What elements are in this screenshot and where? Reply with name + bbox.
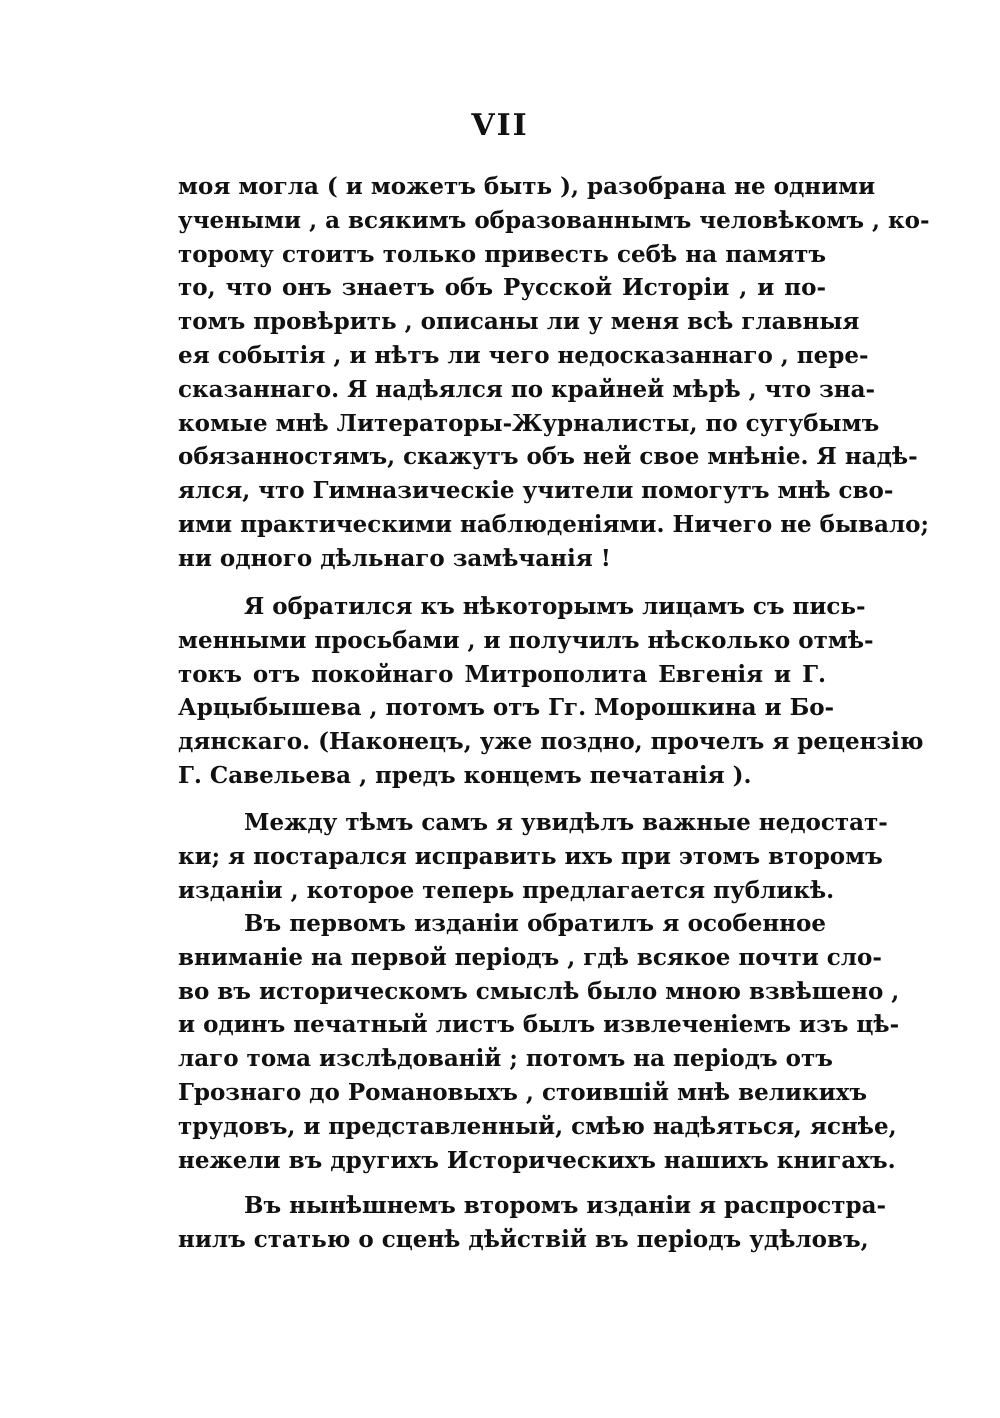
text-line: обязанностямъ, скажутъ объ ней свое мнѣнiе. Я надѣ- (178, 443, 918, 471)
text-line: томъ провѣрить , описаны ли у меня всѣ главныя (178, 308, 860, 336)
paragraph-3 (178, 806, 888, 907)
text-line: Грознаго до Романовыхъ , стоившiй мнѣ великихъ (178, 1078, 868, 1106)
text-line: Арцыбышева , потомъ отъ Гг. Морошкина и Бо- (178, 694, 835, 722)
text-line: нежели въ другихъ Историческихъ нашихъ книгахъ. (178, 1146, 896, 1174)
text-line: торому стоитъ только привесть себѣ на памятъ (178, 240, 826, 268)
text-line: токъ отъ покойнаго Митрополита Евгенiя и Г. (178, 660, 826, 688)
text-line: комые мнѣ Литераторы-Журналисты, по сугубымъ (178, 409, 880, 437)
text-line: ими практическими наблюденiями. Ничего не бывало; (178, 510, 929, 538)
text-line: Г. Савельева , предъ концемъ печатанiя ). (178, 761, 752, 789)
text-line: Въ первомъ изданiи обратилъ я особенное (244, 910, 826, 937)
text-line: лаго тома изслѣдованiй ; потомъ на перiодъ отъ (178, 1045, 833, 1073)
paragraph-2 (178, 590, 924, 793)
paragraph-5 (178, 1189, 887, 1257)
page-number: VII (471, 108, 529, 143)
text-line: ея событiя , и нѣтъ ли чего недосказаннаго , пере- (178, 341, 869, 369)
text-line: трудовъ, и представленный, смѣю надѣяться, яснѣе, (178, 1112, 897, 1140)
text-line: Я обратился къ нѣкоторымъ лицамъ съ пись- (244, 593, 866, 620)
text-line: и одинъ печатный листъ былъ извлеченiемъ изъ цѣ- (178, 1011, 900, 1039)
text-line: Между тѣмъ самъ я увидѣлъ важные недостат- (244, 809, 888, 836)
text-line: вниманiе на первой перiодъ , гдѣ всякое почти сло- (178, 943, 882, 971)
text-line: ни одного дѣльнаго замѣчанiя ! (178, 544, 611, 572)
paragraph-4 (178, 907, 900, 1177)
text-line: сказаннаго. Я надѣялся по крайней мѣрѣ , что зна- (178, 375, 876, 403)
text-line: ялся, что Гимназическiе учители помогутъ мнѣ сво- (178, 477, 894, 505)
text-line: изданiи , которое теперь предлагается публикѣ. (178, 876, 835, 904)
text-line: моя могла ( и можетъ быть ), разобрана не одними (178, 173, 876, 200)
paragraph-1 (178, 170, 930, 576)
text-line: менными просьбами , и получилъ нѣсколько отмѣ- (178, 626, 874, 654)
text-line: ки; я постарался исправить ихъ при этомъ второмъ (178, 842, 883, 870)
text-line: дянскаго. (Наконецъ, уже поздно, прочелъ я рецензiю (178, 728, 924, 756)
text-line: Въ нынѣшнемъ второмъ изданiи я распростра- (244, 1192, 887, 1219)
text-line: во въ историческомъ смыслѣ было мною взвѣшено , (178, 977, 900, 1005)
text-line: учеными , а всякимъ образованнымъ человѣкомъ , ко- (178, 206, 930, 234)
text-line: нилъ статью о сценѣ дѣйствiй въ перiодъ удѣловъ, (178, 1225, 869, 1253)
text-line: то, что онъ знаетъ объ Русской Исторiи , и по- (178, 274, 826, 302)
